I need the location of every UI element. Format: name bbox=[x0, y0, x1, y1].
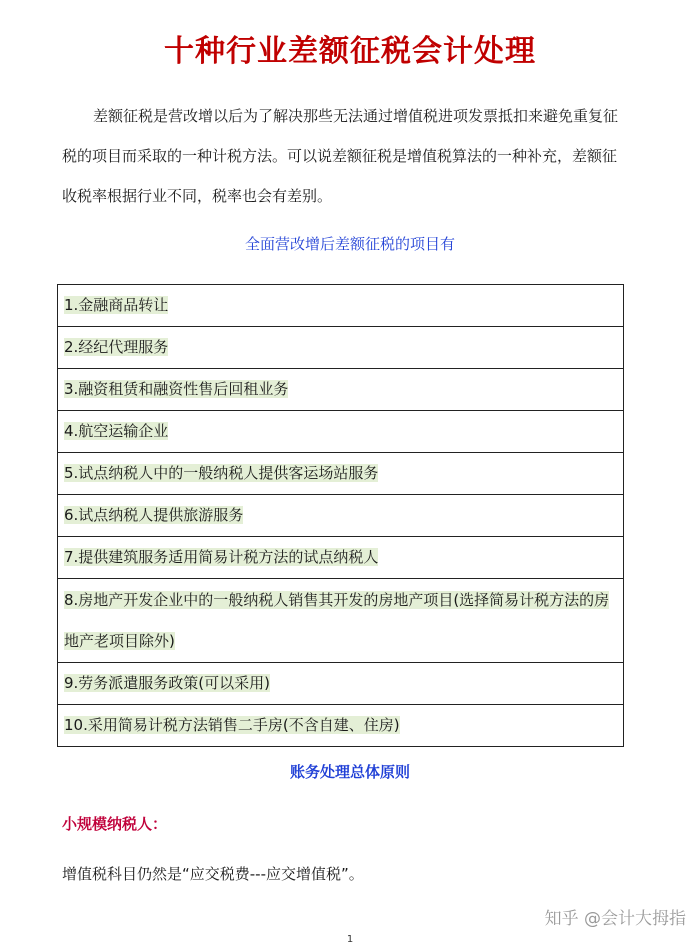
table-row bbox=[58, 285, 624, 327]
item-text: 6.试点纳税人提供旅游服务 bbox=[64, 506, 244, 524]
intro-paragraph: 差额征税是营改增以后为了解决那些无法通过增值税进项发票抵扣来避免重复征税的项目而采取的一种计税方法。可以说差额征税是增值税算法的一种补充，差额征收税率根据行业不同，税率也会有差别。 bbox=[62, 107, 619, 205]
item-text: 2.经纪代理服务 bbox=[64, 338, 169, 356]
table-cell bbox=[58, 663, 624, 705]
item-text: 10.采用简易计税方法销售二手房(不含自建、住房) bbox=[64, 716, 400, 734]
items-table bbox=[57, 284, 624, 747]
table-row bbox=[58, 537, 624, 579]
page-number: 1 bbox=[346, 934, 354, 945]
item-text: 7.提供建筑服务适用简易计税方法的试点纳税人 bbox=[64, 548, 379, 566]
table-cell bbox=[58, 537, 624, 579]
small-taxpayer-text: 增值税科目仍然是“应交税费---应交增值税”。 bbox=[62, 865, 364, 883]
item-text: 8.房地产开发企业中的一般纳税人销售其开发的房地产项目(选择简易计税方法的房地产老项目除外) bbox=[64, 590, 610, 650]
document-title: 十种行业差额征税会计处理 bbox=[164, 34, 536, 69]
item-text: 4.航空运输企业 bbox=[64, 422, 169, 440]
item-text: 5.试点纳税人中的一般纳税人提供客运场站服务 bbox=[64, 464, 379, 482]
table-cell bbox=[58, 369, 624, 411]
table-row bbox=[58, 663, 624, 705]
table-cell bbox=[58, 411, 624, 453]
table-row bbox=[58, 705, 624, 747]
table-row bbox=[58, 495, 624, 537]
item-text: 3.融资租赁和融资性售后回租业务 bbox=[64, 380, 289, 398]
item-text: 9.劳务派遣服务政策(可以采用) bbox=[64, 674, 271, 692]
watermark: 知乎 @会计大拇指 bbox=[544, 909, 686, 929]
table-cell bbox=[58, 327, 624, 369]
table-row bbox=[58, 411, 624, 453]
list-heading: 全面营改增后差额征税的项目有 bbox=[244, 235, 455, 253]
table-row bbox=[58, 369, 624, 411]
table-row bbox=[58, 579, 624, 663]
table-row bbox=[58, 327, 624, 369]
table-cell bbox=[58, 495, 624, 537]
item-text: 1.金融商品转让 bbox=[64, 296, 169, 314]
table-cell bbox=[58, 453, 624, 495]
small-taxpayer-label: 小规模纳税人： bbox=[62, 815, 168, 833]
table-cell bbox=[58, 285, 624, 327]
table-row bbox=[58, 453, 624, 495]
table-cell bbox=[58, 579, 624, 663]
principle-heading: 账务处理总体原则 bbox=[289, 763, 410, 781]
table-cell bbox=[58, 705, 624, 747]
